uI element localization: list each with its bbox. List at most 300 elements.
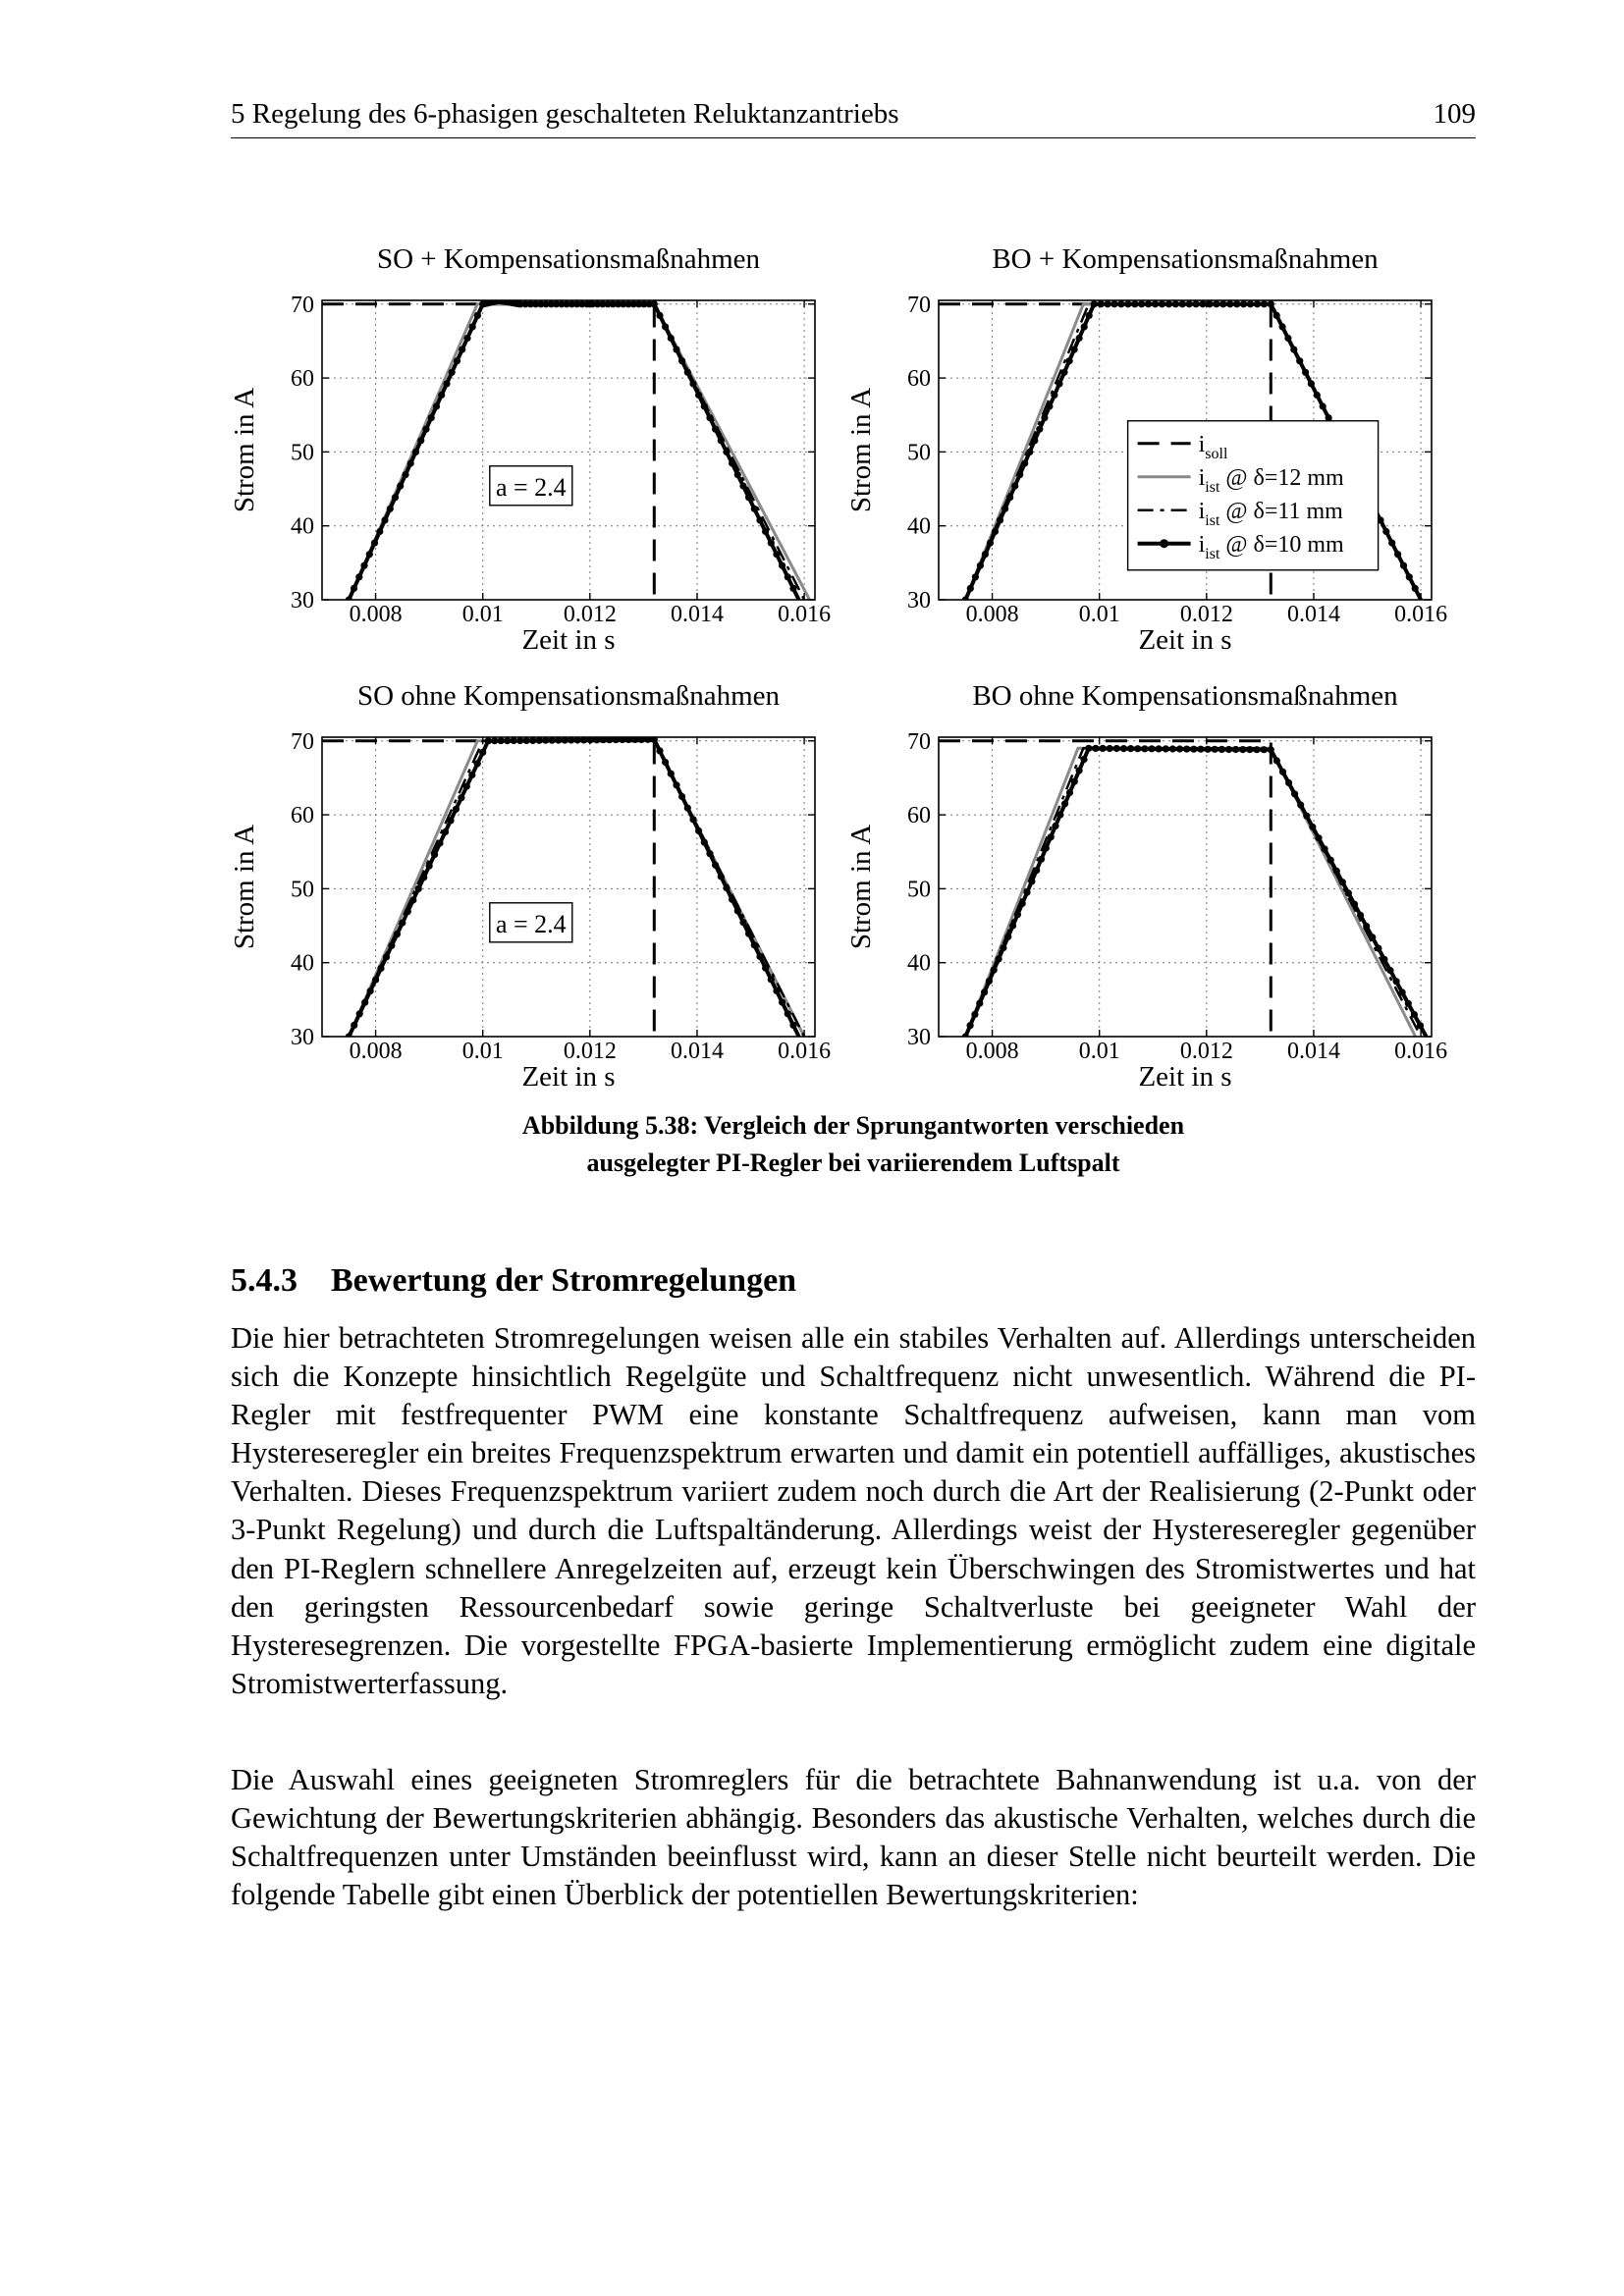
series-marker — [474, 760, 481, 767]
series-marker — [991, 967, 998, 974]
series-marker — [1081, 323, 1088, 330]
series-marker — [479, 749, 486, 756]
series-marker — [971, 1011, 978, 1018]
series-marker — [1388, 540, 1395, 547]
chart-panel-4 — [845, 680, 1447, 1093]
y-axis-label: Strom in A — [229, 824, 260, 950]
series-marker — [695, 828, 702, 834]
series-marker — [1179, 300, 1186, 307]
series-marker — [1284, 335, 1291, 342]
legend-main: i — [1198, 431, 1206, 457]
series-marker — [366, 551, 373, 558]
y-tick-label: 60 — [291, 803, 314, 829]
series-marker — [459, 347, 465, 353]
series-marker — [729, 459, 735, 466]
series-marker — [443, 380, 450, 387]
series-marker — [402, 471, 408, 478]
series-marker — [474, 312, 481, 319]
series-marker — [1290, 347, 1297, 353]
figure-caption — [231, 1107, 1476, 1182]
series-marker — [415, 885, 422, 892]
series-marker — [773, 551, 780, 558]
series-marker — [689, 816, 696, 823]
series-marker — [420, 874, 427, 881]
series-marker — [407, 459, 414, 466]
series-marker — [1351, 901, 1358, 908]
series-marker — [431, 851, 438, 858]
section-title: Bewertung der Stromregelungen — [331, 1262, 797, 1299]
series-marker — [1141, 745, 1148, 752]
series-marker — [463, 783, 470, 790]
series-marker — [351, 585, 357, 592]
series-marker — [529, 737, 536, 744]
series-marker — [1213, 300, 1219, 307]
series-marker — [762, 528, 769, 535]
section-heading — [231, 1262, 796, 1300]
series-marker — [491, 737, 498, 744]
series-marker — [1411, 1011, 1418, 1018]
series-marker — [1023, 889, 1030, 896]
series-marker — [1400, 562, 1407, 569]
series-marker — [662, 759, 669, 766]
caption-line-2: ausgelegter PI-Regler bei variierendem Luftspalt — [586, 1148, 1120, 1177]
series-marker — [1156, 745, 1163, 752]
series-marker — [1169, 745, 1176, 752]
series-marker — [1297, 801, 1304, 808]
series-marker — [376, 528, 383, 535]
series-marker — [1071, 347, 1078, 353]
legend-main: i — [1198, 531, 1206, 558]
series-marker — [377, 965, 384, 972]
series-marker — [1212, 746, 1218, 753]
series-marker — [436, 839, 443, 846]
series-marker — [1261, 300, 1268, 307]
series-marker — [469, 323, 476, 330]
series-marker — [651, 300, 658, 307]
series-marker — [723, 884, 730, 891]
series-marker — [1127, 745, 1134, 752]
series-marker — [1000, 944, 1006, 951]
series-marker — [1056, 812, 1063, 819]
series-marker — [1038, 856, 1045, 863]
x-tick-label: 0.008 — [349, 1039, 403, 1064]
series-marker — [1159, 300, 1165, 307]
series-marker — [392, 494, 399, 501]
series-marker — [383, 953, 390, 960]
series-marker — [511, 737, 517, 744]
series-marker — [1098, 300, 1105, 307]
series-marker — [706, 850, 713, 857]
y-axis-label: Strom in A — [845, 824, 877, 950]
series-marker — [756, 953, 763, 960]
series-marker — [1131, 300, 1138, 307]
series-marker — [1380, 956, 1387, 963]
series-marker — [454, 357, 460, 364]
series-marker — [1261, 746, 1268, 753]
legend-sub: ist — [1205, 478, 1220, 496]
series-marker — [428, 414, 435, 421]
series-marker — [982, 551, 989, 558]
chart-panel-3 — [229, 680, 831, 1093]
series-marker — [779, 999, 785, 1006]
series-marker — [1009, 922, 1016, 929]
series-marker — [656, 747, 663, 754]
y-axis-label: Strom in A — [845, 387, 877, 513]
series-marker — [1322, 845, 1328, 852]
series-marker — [1279, 769, 1286, 775]
series-marker — [1302, 369, 1309, 376]
series-marker — [1309, 824, 1316, 830]
series-marker — [1247, 300, 1254, 307]
legend — [1128, 421, 1379, 570]
series-marker — [387, 506, 394, 512]
series-marker — [504, 737, 511, 744]
series-marker — [684, 805, 691, 812]
y-tick-label: 70 — [907, 292, 931, 318]
y-tick-label: 40 — [907, 513, 931, 540]
chart-title: SO + Kompensationsmaßnahmen — [376, 243, 761, 275]
series-marker — [1254, 300, 1261, 307]
series-marker — [1315, 834, 1322, 841]
series-marker — [785, 573, 791, 580]
legend-main: i — [1198, 464, 1206, 491]
series-marker — [1279, 323, 1286, 330]
series-marker — [1399, 988, 1406, 995]
series-marker — [762, 965, 769, 972]
series-marker — [1233, 300, 1240, 307]
y-tick-label: 50 — [907, 877, 931, 903]
series-marker — [1048, 833, 1055, 840]
series-marker — [712, 862, 719, 869]
series-marker — [706, 414, 713, 421]
series-marker — [1393, 978, 1400, 985]
series-marker — [789, 1022, 796, 1029]
series-marker — [1080, 756, 1087, 763]
series-marker — [1273, 312, 1280, 319]
series-marker — [1138, 300, 1145, 307]
series-marker — [734, 471, 741, 478]
running-title: 5 Regelung des 6-phasigen geschalteten Reluktanzantriebs — [231, 98, 899, 130]
series-line-4 — [965, 748, 1426, 1037]
chart-title: BO ohne Kompensationsmaßnahmen — [972, 680, 1398, 712]
annotation-label: a = 2.4 — [495, 909, 567, 938]
series-marker — [1239, 746, 1246, 753]
series-marker — [1232, 746, 1239, 753]
y-tick-label: 60 — [907, 803, 931, 829]
chart-panel-2 — [845, 243, 1447, 656]
series-marker — [1105, 300, 1111, 307]
series-marker — [1036, 426, 1043, 433]
series-marker — [1291, 790, 1298, 797]
series-marker — [751, 941, 758, 948]
series-marker — [1134, 745, 1141, 752]
series-marker — [723, 449, 730, 455]
series-marker — [498, 737, 505, 744]
series-marker — [1186, 300, 1193, 307]
series-marker — [987, 540, 994, 547]
series-marker — [1028, 878, 1035, 884]
series-marker — [371, 540, 378, 547]
series-marker — [779, 562, 785, 569]
series-marker — [695, 392, 702, 399]
x-tick-label: 0.014 — [1286, 1039, 1340, 1064]
series-marker — [684, 369, 691, 376]
series-marker — [689, 380, 696, 387]
x-tick-label: 0.008 — [965, 602, 1019, 627]
series-marker — [662, 323, 669, 330]
series-marker — [1382, 528, 1389, 535]
series-marker — [1268, 300, 1274, 307]
legend-sub: ist — [1205, 511, 1220, 529]
series-marker — [668, 771, 675, 777]
series-marker — [397, 483, 404, 490]
y-tick-label: 50 — [291, 877, 314, 903]
series-marker — [399, 920, 406, 927]
annotation-label: a = 2.4 — [495, 472, 567, 502]
series-marker — [1052, 823, 1058, 829]
series-marker — [673, 347, 679, 353]
series-marker — [447, 817, 454, 824]
series-marker — [745, 494, 752, 501]
series-marker — [785, 1010, 791, 1017]
series-marker — [1165, 300, 1172, 307]
series-marker — [1190, 746, 1197, 753]
legend-sub: ist — [1205, 545, 1220, 562]
paragraph-1: Die hier betrachteten Stromregelungen weisen alle ein stabiles Verhalten auf. Allerdings unterscheiden sich die Konzepte hinsichtlich Regelgüte und Schaltfrequenz nicht unwesentlich. Während die PI-Regler mit festfrequenter PWM eine konstante Schaltfrequenz aufweisen, kann man vom Hystereseregler ein breites Frequenzspektrum erwarten und damit ein potentiell auffälliges, akustisches Verhalten. Dieses Frequenzspektrum variiert zudem noch durch die Art der Realisierung (2-Punkt oder 3-Punkt Regelung) und durch die Luftspaltänderung. Allerdings weist der Hystereseregler gegenüber den PI-Reglern schnellere Anregelzeiten auf, erzeugt kein Überschwingen des Stromistwertes und hat den geringsten Ressourcenbedarf sowie geringe Schaltverluste bei geeigneter Wahl der Hysteresegrenzen. Die vorgestellte FPGA-basierte Implementierung ermöglicht zudem eine digitale Stromistwerterfassung. — [231, 1321, 1476, 1700]
plot-frame — [322, 737, 815, 1037]
series-marker — [394, 931, 401, 937]
series-marker — [768, 976, 775, 983]
series-marker — [1183, 746, 1190, 753]
x-tick-label: 0.01 — [461, 1039, 504, 1064]
series-marker — [1357, 912, 1364, 919]
series-marker — [745, 931, 752, 937]
figure-step-responses — [0, 0, 1624, 1099]
series-marker — [1043, 844, 1050, 851]
series-marker — [1327, 857, 1334, 864]
series-marker — [516, 737, 523, 744]
series-marker — [1205, 746, 1212, 753]
series-marker — [1110, 300, 1117, 307]
y-tick-label: 30 — [291, 588, 314, 614]
series-marker — [1056, 380, 1062, 387]
series-marker — [1199, 300, 1206, 307]
series-marker — [739, 483, 746, 490]
series-marker — [405, 908, 411, 915]
series-marker — [1406, 573, 1413, 580]
legend-sub: soll — [1205, 445, 1228, 462]
series-marker — [1308, 380, 1315, 387]
series-marker — [1041, 414, 1048, 421]
x-tick-label: 0.01 — [461, 602, 504, 627]
series-marker — [1320, 402, 1326, 409]
series-marker — [1253, 746, 1260, 753]
series-marker — [351, 1022, 357, 1029]
series-marker — [1014, 911, 1021, 918]
x-tick-label: 0.014 — [670, 1039, 724, 1064]
series-marker — [433, 402, 440, 409]
series-marker — [1176, 745, 1183, 752]
series-marker — [678, 793, 685, 800]
series-marker — [1240, 300, 1247, 307]
series-marker — [1246, 746, 1253, 753]
series-marker — [1019, 900, 1026, 907]
series-marker — [409, 896, 416, 903]
series-marker — [1218, 746, 1225, 753]
series-marker — [729, 896, 735, 903]
series-marker — [734, 907, 741, 914]
series-marker — [977, 562, 984, 569]
series-marker — [1001, 506, 1008, 512]
series-marker — [1375, 945, 1381, 952]
series-marker — [458, 794, 464, 801]
x-tick-label: 0.016 — [1394, 602, 1448, 627]
series-marker — [1086, 312, 1093, 319]
series-marker — [1085, 745, 1092, 752]
series-marker — [1193, 300, 1200, 307]
series-marker — [756, 516, 763, 523]
series-marker — [523, 737, 530, 744]
x-axis-label: Zeit in s — [521, 1061, 616, 1093]
x-tick-label: 0.012 — [563, 1039, 617, 1064]
plot-frame — [939, 737, 1432, 1037]
series-marker — [1092, 745, 1099, 752]
y-tick-label: 50 — [291, 440, 314, 466]
y-tick-label: 70 — [291, 292, 314, 318]
y-tick-label: 60 — [907, 366, 931, 393]
series-marker — [1339, 879, 1346, 885]
series-marker — [1412, 585, 1419, 592]
series-line-3 — [965, 748, 1421, 1037]
x-tick-label: 0.016 — [778, 602, 832, 627]
y-tick-label: 70 — [907, 728, 931, 755]
series-marker — [356, 1010, 363, 1017]
series-marker — [361, 999, 368, 1006]
series-marker — [1405, 1000, 1412, 1007]
series-marker — [1314, 392, 1321, 399]
series-marker — [1076, 767, 1083, 774]
series-marker — [1345, 889, 1352, 896]
series-marker — [1026, 449, 1033, 455]
paragraph-2: Die Auswahl eines geeigneten Stromreglers für die betrachtete Bahnanwendung ist u.a. von der Gewichtung der Bewertungskriterien abhängig. Besonders das akustische Verhalten, welches durch die Schaltfrequenzen unter Umständen beeinflusst wird, kann an dieser Stelle nicht beurteilt werden. Die folgende Tabelle gibt einen Überblick der potentiellen Bewertungskriterien: — [231, 1763, 1476, 1912]
series-marker — [412, 449, 419, 455]
x-axis-label: Zeit in s — [521, 624, 616, 656]
series-marker — [1046, 402, 1053, 409]
series-marker — [701, 839, 708, 846]
legend-rest: @ δ=11 mm — [1219, 498, 1343, 524]
series-marker — [1386, 967, 1393, 974]
series-marker — [967, 585, 974, 592]
series-marker — [1113, 745, 1120, 752]
series-marker — [485, 737, 492, 744]
series-marker — [1172, 300, 1179, 307]
series-marker — [992, 528, 999, 535]
series-marker — [1091, 300, 1098, 307]
series-marker — [678, 357, 685, 364]
x-tick-label: 0.01 — [1078, 1039, 1120, 1064]
y-tick-label: 40 — [291, 513, 314, 540]
x-tick-label: 0.012 — [1179, 602, 1233, 627]
series-marker — [453, 806, 460, 813]
series-marker — [1163, 745, 1169, 752]
chart-title: SO ohne Kompensationsmaßnahmen — [356, 680, 781, 712]
series-marker — [718, 873, 725, 880]
page-number: 109 — [1433, 98, 1476, 130]
legend-marker — [1160, 539, 1168, 548]
legend-rest: @ δ=12 mm — [1219, 464, 1344, 491]
series-marker — [1273, 757, 1280, 764]
series-marker — [1225, 746, 1232, 753]
series-marker — [372, 977, 379, 984]
series-marker — [388, 942, 395, 949]
series-marker — [1363, 923, 1370, 930]
series-marker — [773, 988, 780, 994]
x-tick-label: 0.014 — [1286, 602, 1340, 627]
series-marker — [1268, 746, 1274, 753]
caption-line-1: Abbildung 5.38: Vergleich der Sprungantworten verschieden — [521, 1111, 1185, 1140]
x-tick-label: 0.008 — [965, 1039, 1019, 1064]
x-tick-label: 0.012 — [563, 602, 617, 627]
series-marker — [656, 312, 663, 319]
series-marker — [751, 506, 758, 512]
series-marker — [701, 402, 708, 409]
series-marker — [367, 988, 374, 994]
series-marker — [1006, 494, 1013, 501]
series-marker — [1021, 459, 1028, 466]
series-marker — [996, 955, 1002, 962]
x-axis-label: Zeit in s — [1138, 1061, 1232, 1093]
series-marker — [1071, 778, 1078, 785]
series-marker — [1417, 1022, 1424, 1029]
y-tick-label: 60 — [291, 366, 314, 393]
y-axis-label: Strom in A — [229, 387, 260, 513]
series-marker — [668, 335, 675, 342]
series-marker — [1369, 934, 1376, 940]
series-marker — [1120, 745, 1127, 752]
chart-panel-1 — [229, 243, 831, 656]
legend-main: i — [1198, 498, 1206, 524]
series-marker — [1016, 471, 1023, 478]
series-marker — [967, 1022, 974, 1029]
x-tick-label: 0.008 — [349, 602, 403, 627]
section-number: 5.4.3 — [231, 1262, 298, 1299]
series-marker — [1394, 551, 1401, 558]
series-marker — [442, 828, 449, 835]
series-marker — [1117, 300, 1124, 307]
series-marker — [1219, 300, 1226, 307]
series-marker — [1004, 934, 1011, 940]
plot-frame — [322, 300, 815, 600]
y-tick-label: 30 — [907, 588, 931, 614]
series-marker — [1226, 300, 1233, 307]
y-tick-label: 30 — [291, 1025, 314, 1050]
x-tick-label: 0.014 — [670, 602, 724, 627]
x-axis-label: Zeit in s — [1138, 624, 1232, 656]
series-marker — [355, 573, 362, 580]
series-marker — [426, 863, 433, 870]
series-marker — [1031, 437, 1038, 444]
series-marker — [1066, 789, 1073, 796]
series-marker — [438, 392, 445, 399]
series-marker — [1066, 357, 1073, 364]
series-marker — [360, 562, 367, 569]
y-tick-label: 70 — [291, 728, 314, 755]
series-marker — [1060, 369, 1067, 376]
series-marker — [422, 426, 429, 433]
series-marker — [1051, 392, 1057, 399]
series-marker — [768, 540, 775, 547]
series-marker — [1296, 357, 1303, 364]
